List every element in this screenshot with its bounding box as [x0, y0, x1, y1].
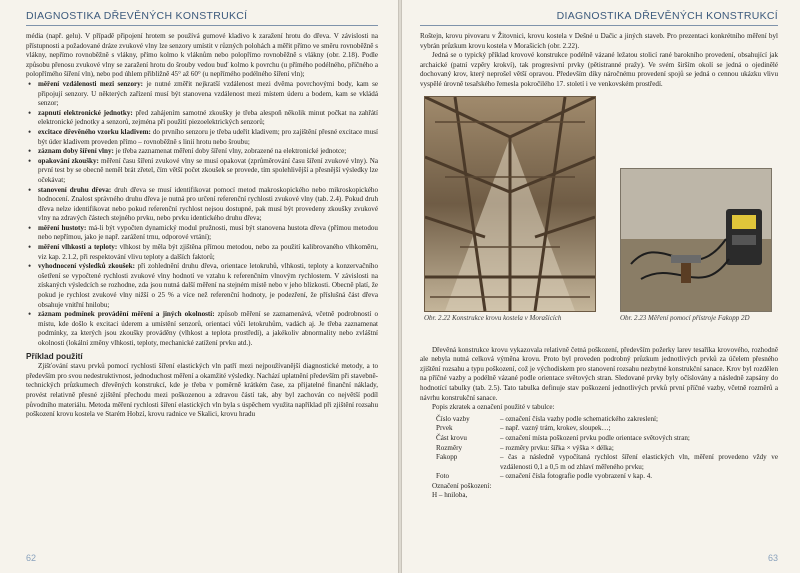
list-item: • vyhodnocení výsledků zkoušek: při zohlednění druhu dřeva, orientace letokruhů, vlhkosti, teploty a konzervačního ošetření se vypočtené rychlosti zvukové vlny hodnotí ve vztahu k referenčním vlnovým rychlostem. V závislosti na získaných výsledcích se rozhodne, zda jsou nutná další měření na stejném místě nebo v jeho blízkosti. Obecně platí, že pokud je rychlost zvukové vlny nižší o 25 % a více než referenční hodnoty, je podezření, že příslušná část dřeva obsahuje vnitřní hnilobu; [26, 262, 378, 310]
list-item: • stanovení druhu dřeva: druh dřeva se musí identifikovat pomocí metod makroskopického nebo mikroskopického hodnocení. Znalost správného druhu dřeva je nutná pro určení referenční rychlosti zvukové vlny (tab. 2.4). Pokud druh dřeva nelze identifikovat nebo pokud referenční rychlost nejsou dostupné, pak musí být provedeny zkoušky zvukové vlny na zdravých částech stejného prvku, nebo prvku identického druhu dřeva; [26, 186, 378, 224]
procedure-list [26, 80, 378, 349]
figure-caption-2-22: Obr. 2.22 Konstrukce krovu kostela v Morašicích [424, 313, 562, 322]
paragraph-3: Dřevěná konstrukce krovu vykazovala relativně četná poškození, především požerky larev tesaříka krovového, rozhodně ale nebyla nutná celková výměna krovu. Proto byl proveden podrobný průzkum jednotlivých prvků za účelem přesného zjištění rozsahu a typu poškození, což je východiskem pro stanovení rozsahu nezbytné konstrukční sanace. Krov byl rozdělen na příčné vazby a podélně vázané podle orientace světových stran. Sledované prvky byly očíslovány a následně zapsány do hodnotící tabulky (tab. 2.5). Tato tabulka definuje stav poškození jednotlivých prvků první příčné vazby, včetně rozměrů a návrhu konstrukční sanace. [420, 345, 778, 402]
section-title: Příklad použití [26, 350, 83, 361]
page-number-right: 63 [767, 553, 778, 563]
header-rule-left [26, 25, 378, 26]
list-item: Foto – označení čísla fotografie podle vyobrazení v kap. 4. [436, 472, 653, 481]
list-item: Část krovu – označení místa poškození prvku podle orientace světových stran; [436, 433, 690, 442]
list-item: Číslo vazby – označení čísla vazby podle schematického zakreslení; [436, 414, 658, 423]
fakopp-measurement-photo [620, 168, 772, 312]
list-item: Rozměry – rozměry prvku: šířka × výška × délka; [436, 443, 614, 452]
example-paragraph: Zjišťování stavu prvků pomocí rychlosti šíření elastických vln patří mezi nejpoužívanější diagnostické metody, a to především pro svou nedestruktivnost, jednoduchost měření a okamžité výsledky. Nachází uplatnění především při stavebně-technických průzkumech dřevěných konstrukcí, kde je třeba v poměrně krátkém čase, za přijatelné finanční náklady, provést relativně přesné zjištění přechodu mezi poškozenou a zdravou částí tak, aby byl zachován co největší podíl původního materiálu. Metoda měření rychlosti šíření elastických vln byla s úspěchem využita například při zjištění rozsahu poškození krovu kostela ve Starém Hobzí, krovu radnice ve Skalici, krovu hradu [26, 362, 378, 419]
list-item: • záznam podmínek provádění měření a jiných okolností: způsob měření se zaznamenává, včetně podrobností o místu, kde došlo k excitaci úderem a umístění senzorů, orientaci vůči letokruhům, vadách aj. Je třeba zaznamenat podmínky, za kterých jsou zkoušky prováděny (vlhkost a teplota prostředí), a jakékoliv abnormality nebo zvláštní okolnosti (lokální změny vlhkosti, teploty, mechanické zatížení prvku atd.). [26, 310, 378, 348]
running-head-left: DIAGNOSTIKA DŘEVĚNÝCH KONSTRUKCÍ [26, 10, 248, 22]
list-item: • zapnutí elektronické jednotky: před zahájením samotné zkoušky je třeba alespoň několik minut počkat na zahřátí elektronické jednotky a senzorů, zejména při použití piezoelektrických senzorů; [26, 109, 378, 128]
list-item: • záznam doby šíření vlny: je třeba zaznamenat měření doby šíření vlny, zobrazené na elektronické jednotce; [26, 147, 378, 157]
list-item: • měření vlhkosti a teploty: vlhkost by měla být zjištěna přímou metodou, nebo za použití kalibrovaného vlhkoměru, viz kap. 2.1.2, při respektování vlivu teploty a dalších faktorů; [26, 243, 378, 262]
list-item: • opakování zkoušky: měření času šíření zvukové vlny se musí opakovat (zprůměrování času šíření zvukové vlny). Na první test by se obecně neměl brát zřetel, čím větší počet zkoušek se provede, tím spolehlivější a přesnější výsledky lze očekávat; [26, 157, 378, 186]
list-item: • excitace dřevěného vzorku kladivem: do prvního senzoru je třeba udeřit kladivem; pro zajištění přesné excitace musí být úder kladivem proveden přímo – rovnoběžně s linií hrotu nebo šroubu; [26, 128, 378, 147]
roof-truss-photo [424, 96, 596, 312]
page-number-left: 62 [26, 553, 37, 563]
paragraph-1: Roštejn, krovu pivovaru v Žitovnici, krovu kostela v Dešné u Dačic a jiných staveb. Pro prezentaci konkrétního měření byl vybrán průzkum krovu kostela v Morašicích (obr. 2.22). [420, 32, 778, 50]
list-item: • měření hustoty: má-li být vypočten dynamický modul pružnosti, musí být stanovena hustota dřeva (přímou metodou nebo nepřímou, jako je např. zarážení trnu, odporové vrtání); [26, 224, 378, 243]
right-page [402, 0, 800, 573]
left-page [0, 0, 398, 573]
damage-title: Označení poškození: [432, 481, 492, 490]
list-item: Prvek – např. vazný trám, krokev, sloupek…; [436, 424, 611, 433]
roof-truss-illustration [425, 97, 595, 311]
list-item: Fakopp – čas a následně vypočítaná rychlost šíření elastických vln, měření provedeno vždy ve vzdálenosti 0,1 a 0,5 m od zhlaví měřeného prvku; [436, 453, 778, 471]
header-rule-right [420, 25, 778, 26]
running-head-right: DIAGNOSTIKA DŘEVĚNÝCH KONSTRUKCÍ [556, 10, 778, 22]
right-content [420, 32, 778, 501]
abbreviations-intro: Popis zkratek a označení použité v tabulce: [432, 403, 555, 412]
abbreviations-list [420, 415, 778, 482]
list-item: • měření vzdálenosti mezi senzory: je nutné změřit nejkratší vzdálenost mezi dvěma povrchovými body, kam se připojují senzory. U některých zařízení musí být stanovena vzdálenost mezi místem úderu a bodem, kam se vkládá senzor; [26, 80, 378, 109]
paragraph-2: Jedná se o typický příklad krovové konstrukce podélně vázané ležatou stolicí rané barokního provedení, obsahující jak archaické (patní vzpěry krokví), tak progresivní prvky (pětistranné pražy). Ve svém širším okolí se jedná o ojedinělé dochovaný krov, který neprošel větší opravou. Především díky náročnému provedení spojů se jedná o cennou ukázku vlivu vyspělé úrovně tesařského řemesla pokročilého 17. století i ve venkovském prostředí. [420, 51, 778, 88]
fakopp-device-illustration [621, 169, 771, 311]
figure-row [420, 96, 778, 346]
damage-item: H – hniloba, [432, 491, 468, 500]
intro-paragraph: média (např. gelu). V případě připojení hrotem se používá gumové kladivo k zaražení hrotu do dřeva. V závislosti na přístupnosti a požadované dráze zvukové vlny lze senzory umístit v různých polohách a měřit přímo ve směru rovnoběžně s vlákny, nepřímo rovnoběžně s vlákny, přímo kolmo k vláknům nebo polopřímo rovnoběžně s vlákny (obr. 2.18). Podle způsobu přenosu zvukové vlny se zaražení hrotu do šrouby vedou buď kolmo k povrchu (u přímého podélného, příčného a polopřímého šíření vln), nebo pod úhlem přibližně 45° až 60° (u nepřímého podélného šíření vln); [26, 32, 378, 79]
figure-caption-2-23: Obr. 2.23 Měření pomocí přístroje Fakopp 2D [620, 313, 750, 322]
left-content [26, 32, 378, 420]
